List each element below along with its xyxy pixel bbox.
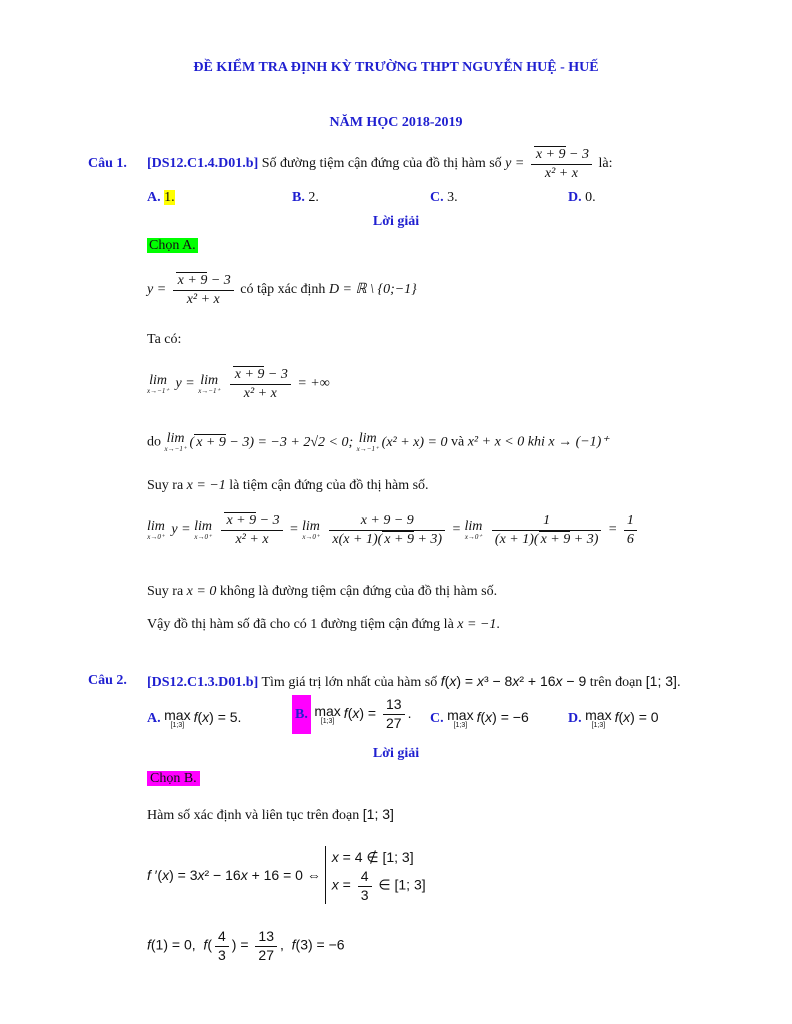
q1-final: Vậy đồ thị hàm số đã cho có 1 đường tiệm cận đứng là x = −1. [147, 617, 500, 632]
document-title: ĐỀ KIỂM TRA ĐỊNH KỲ TRƯỜNG THPT NGUYỄN HUỆ - HUẾ [193, 60, 599, 75]
q2-option-d[interactable]: D. max [1;3] f(x) = 0 [568, 707, 659, 729]
q1-text: Số đường tiệm cận đứng của đồ thị hàm số [261, 156, 502, 172]
q1-stem: [DS12.C1.4.D01.b] Số đường tiệm cận đứng của đồ thị hàm số y = $\frac{x + 9 - 3}{\text{x² + x}}$ là: [147, 147, 613, 181]
q1-limit-1: lim x→−1⁺ y = lim x→−1⁺ $\frac{x + 9 - 3}{\text{x² + x}}$ = +∞ [147, 367, 330, 401]
q1-tag: [DS12.C1.4.D01.b] [147, 156, 259, 172]
q1-option-d[interactable]: D. 0. [568, 190, 596, 205]
q1-label: Câu 1. [88, 156, 127, 171]
q2-stem: [DS12.C1.3.D01.b] Tìm giá trị lớn nhất của hàm số f(x) = x³ − 8x² + 16x − 9 trên đoạn [1; 3]. [147, 673, 681, 690]
q2-tag: [DS12.C1.3.D01.b] [147, 675, 259, 690]
q1-limit-reason: do lim x→−1⁺ ( x + 9 − 3) = −3 + 2√2 < 0; lim x→−1⁺ (x² + x) = 0 và x² + x < 0 khi x → (−1)⁺ [147, 431, 609, 453]
q2-choice: Chọn B. [147, 771, 200, 787]
q1-conclusion-1: Suy ra x = −1 là tiệm cận đứng của đồ thị hàm số. [147, 478, 429, 493]
q2-derivative: f ′(x) = 3x² − 16x + 16 = 0 ⇔ x = 4 ∉ [1; 3] x = $\frac{4}{3}$ ∈ [1; 3] [147, 846, 426, 904]
q2-label: Câu 2. [88, 673, 127, 688]
q1-option-c[interactable]: C. 3. [430, 190, 458, 205]
q1-solution-heading: Lời giải [372, 214, 420, 229]
q1-option-a[interactable]: A. 1. [147, 190, 175, 205]
q2-line1: Hàm số xác định và liên tục trên đoạn [1; 3] [147, 806, 394, 823]
q1-conclusion-2: Suy ra x = 0 không là đường tiệm cận đứng của đồ thị hàm số. [147, 584, 498, 599]
q2-solution-heading: Lời giải [372, 746, 420, 761]
q1-taco: Ta có: [147, 332, 182, 347]
school-year: NĂM HỌC 2018-2019 [329, 115, 463, 130]
q1-choice: Chọn A. [149, 238, 196, 253]
q1-suffix: là: [598, 156, 613, 172]
q1-limit-2: lim x→0⁺ y = lim x→0⁺ $\frac{x + 9 - 3}{\text{x² + x}}$ = lim x→0⁺ $\frac{x + 9 - 9}{x(x + 1)( x + 9 + 3)}$ = lim x→0⁺ $\frac{1}{(x + 1)( x + 9 + 3)}$ = $\frac{1}{6}$ [147, 512, 640, 548]
q1-domain-line: y = $\frac{x + 9 - 3}{\text{x² + x}}$ có tập xác định D = ℝ \ {0;−1} [147, 273, 417, 307]
q1-option-b[interactable]: B. 2. [292, 190, 319, 205]
q2-option-c[interactable]: C. max [1;3] f(x) = −6 [430, 707, 529, 729]
q2-values: f(1) = 0, f( $\frac{4}{3}$ ) = $\frac{13}{27}$ , f(3) = −6 [147, 928, 345, 963]
q2-option-a[interactable]: A. max [1;3] f(x) = 5. [147, 707, 242, 729]
q2-option-b[interactable]: B. max [1;3] f(x) = $\frac{13}{27}$ . [292, 696, 411, 732]
